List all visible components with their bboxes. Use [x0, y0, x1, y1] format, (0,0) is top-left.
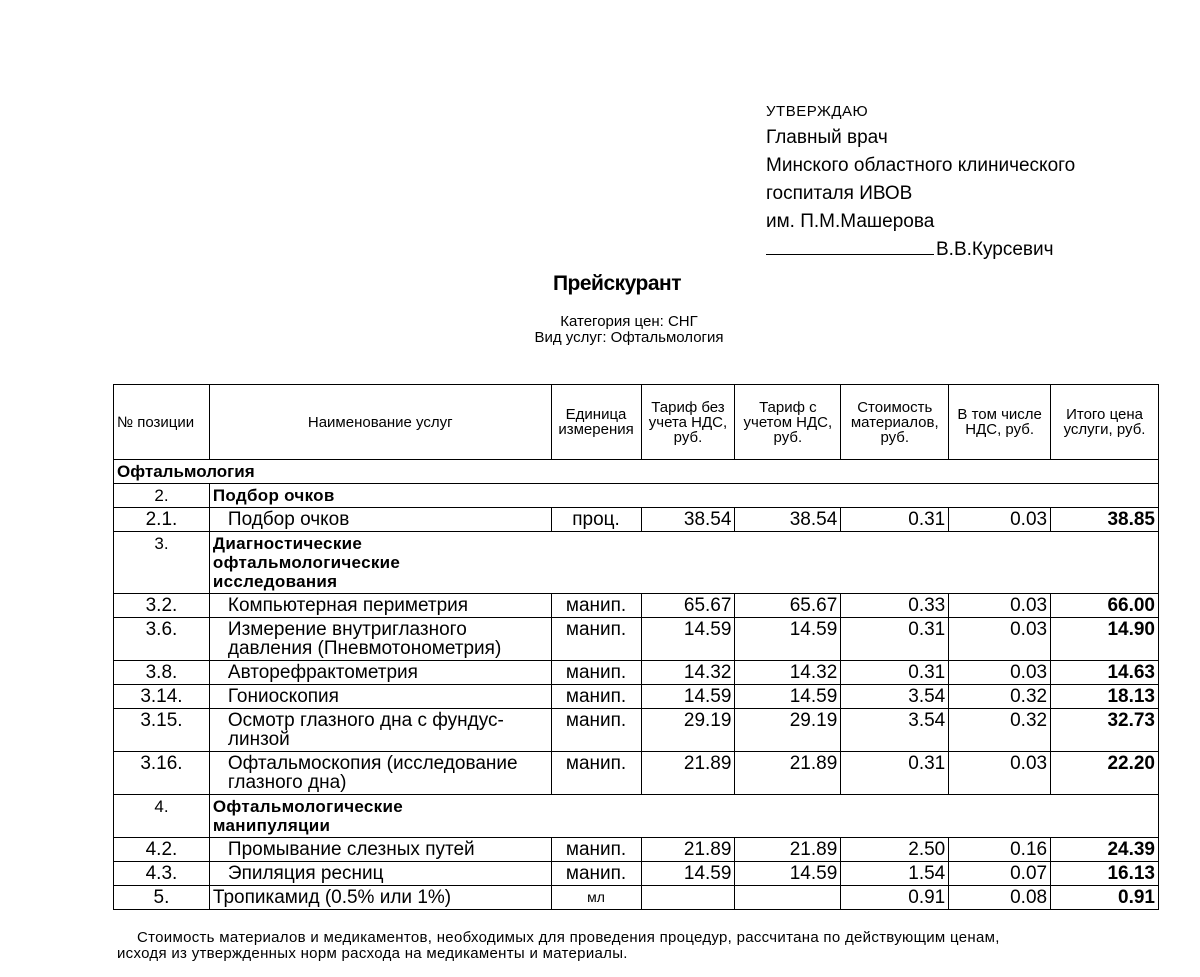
- section-name: [209, 795, 1158, 838]
- row-materials: 0.31: [841, 752, 949, 795]
- row-tariff-vat: 21.89: [735, 838, 841, 862]
- price-table: [113, 384, 1159, 910]
- row-pos: 3.14.: [114, 685, 210, 709]
- row-incl-vat: 0.32: [949, 709, 1051, 752]
- row-tariff-no-vat: 14.59: [641, 685, 735, 709]
- row-unit: манип.: [551, 594, 641, 618]
- row-pos: 4.2.: [114, 838, 210, 862]
- row-tariff-vat: 14.59: [735, 618, 841, 661]
- row-name: Промывание слезных путей: [209, 838, 551, 862]
- row-name: Эпиляция ресниц: [209, 862, 551, 886]
- row-pos: 3.8.: [114, 661, 210, 685]
- section-pos: 3.: [114, 532, 210, 594]
- row-materials: 1.54: [841, 862, 949, 886]
- header-unit: Единица измерения: [551, 385, 641, 460]
- row-unit: манип.: [551, 752, 641, 795]
- section-name-text: Офтальмологические манипуляции: [212, 797, 403, 835]
- row-materials: 0.31: [841, 508, 949, 532]
- row-incl-vat: 0.32: [949, 685, 1051, 709]
- row-tariff-vat: 14.59: [735, 862, 841, 886]
- service-row: [114, 594, 1159, 618]
- document-subtitle: [0, 314, 1200, 346]
- header-incl-vat: В том числе НДС, руб.: [949, 385, 1051, 460]
- row-tariff-vat: 21.89: [735, 752, 841, 795]
- row-tariff-vat: 14.59: [735, 685, 841, 709]
- service-row: [114, 862, 1159, 886]
- row-name: Измерение внутриглазного давления (Пневмотонометрия): [209, 618, 551, 661]
- row-incl-vat: 0.07: [949, 862, 1051, 886]
- row-tariff-no-vat: 29.19: [641, 709, 735, 752]
- header-materials: Стоимость материалов, руб.: [841, 385, 949, 460]
- row-tariff-vat: 14.32: [735, 661, 841, 685]
- row-total: 14.90: [1051, 618, 1159, 661]
- header-total: Итого цена услуги, руб.: [1051, 385, 1159, 460]
- signer-name: В.В.Курсевич: [936, 239, 1054, 260]
- section-name: [209, 484, 1158, 508]
- row-materials: 3.54: [841, 709, 949, 752]
- row-name: Авторефрактометрия: [209, 661, 551, 685]
- service-row: [114, 618, 1159, 661]
- row-tariff-no-vat: 14.59: [641, 618, 735, 661]
- approval-position: Главный врач: [766, 127, 888, 148]
- service-row: [114, 752, 1159, 795]
- table-header-row: [114, 385, 1159, 460]
- footnote-line-1: Стоимость материалов и медикаментов, необходимых для проведения процедур, рассчитана по действующим ценам,: [137, 929, 1000, 946]
- row-total: 66.00: [1051, 594, 1159, 618]
- footnote: [117, 930, 1000, 962]
- row-tariff-no-vat: 38.54: [641, 508, 735, 532]
- header-tariff-vat: Тариф с учетом НДС, руб.: [735, 385, 841, 460]
- row-incl-vat: 0.03: [949, 508, 1051, 532]
- row-incl-vat: 0.03: [949, 618, 1051, 661]
- row-pos: 5.: [114, 886, 210, 910]
- row-tariff-vat: 29.19: [735, 709, 841, 752]
- row-unit: проц.: [551, 508, 641, 532]
- service-row: [114, 709, 1159, 752]
- row-materials: 3.54: [841, 685, 949, 709]
- row-unit: манип.: [551, 838, 641, 862]
- drug-row: [114, 886, 1159, 910]
- row-unit: манип.: [551, 862, 641, 886]
- row-total: 22.20: [1051, 752, 1159, 795]
- approval-heading: УТВЕРЖДАЮ: [766, 103, 869, 120]
- row-name: Тропикамид (0.5% или 1%): [209, 886, 551, 910]
- row-incl-vat: 0.03: [949, 594, 1051, 618]
- row-tariff-vat: [735, 886, 841, 910]
- service-row: [114, 508, 1159, 532]
- row-materials: 0.33: [841, 594, 949, 618]
- service-type: Вид услуг: Офтальмология: [534, 329, 724, 346]
- row-incl-vat: 0.08: [949, 886, 1051, 910]
- section-pos: 2.: [114, 484, 210, 508]
- row-total: 32.73: [1051, 709, 1159, 752]
- footnote-line-2: исходя из утвержденных норм расхода на медикаменты и материалы.: [117, 945, 628, 962]
- service-row: [114, 685, 1159, 709]
- category-row: [114, 460, 1159, 484]
- row-tariff-no-vat: 21.89: [641, 752, 735, 795]
- service-row: [114, 661, 1159, 685]
- row-tariff-no-vat: [641, 886, 735, 910]
- section-row: [114, 795, 1159, 838]
- row-unit: мл: [551, 886, 641, 910]
- approval-org-line-2: госпиталя ИВОВ: [766, 183, 913, 204]
- category-label: Офтальмология: [114, 460, 1159, 484]
- row-name: Подбор очков: [209, 508, 551, 532]
- row-pos: 3.16.: [114, 752, 210, 795]
- row-total: 16.13: [1051, 862, 1159, 886]
- row-materials: 0.31: [841, 618, 949, 661]
- row-total: 38.85: [1051, 508, 1159, 532]
- row-tariff-no-vat: 14.32: [641, 661, 735, 685]
- row-total: 18.13: [1051, 685, 1159, 709]
- row-total: 14.63: [1051, 661, 1159, 685]
- row-unit: манип.: [551, 661, 641, 685]
- row-pos: 3.2.: [114, 594, 210, 618]
- row-name: Осмотр глазного дна с фундус-линзой: [209, 709, 551, 752]
- header-tariff-no-vat: Тариф без учета НДС, руб.: [641, 385, 735, 460]
- section-row: [114, 532, 1159, 594]
- price-category: Категория цен: СНГ: [560, 313, 698, 330]
- approval-org-line-1: Минского областного клинического: [766, 155, 1076, 176]
- row-pos: 2.1.: [114, 508, 210, 532]
- section-name: [209, 532, 1158, 594]
- row-pos: 3.6.: [114, 618, 210, 661]
- signature-line: [766, 237, 934, 255]
- row-tariff-vat: 65.67: [735, 594, 841, 618]
- row-tariff-no-vat: 14.59: [641, 862, 735, 886]
- row-pos: 4.3.: [114, 862, 210, 886]
- row-incl-vat: 0.03: [949, 661, 1051, 685]
- service-row: [114, 838, 1159, 862]
- header-name: Наименование услуг: [209, 385, 551, 460]
- row-tariff-no-vat: 65.67: [641, 594, 735, 618]
- row-materials: 0.31: [841, 661, 949, 685]
- approval-org-line-3: им. П.М.Машерова: [766, 211, 935, 232]
- row-tariff-no-vat: 21.89: [641, 838, 735, 862]
- header-pos: № позиции: [114, 385, 210, 460]
- row-incl-vat: 0.03: [949, 752, 1051, 795]
- row-total: 0.91: [1051, 886, 1159, 910]
- approval-block: [766, 100, 1075, 264]
- section-name-text: Диагностические офтальмологические исследования: [212, 534, 401, 591]
- row-name: Гониоскопия: [209, 685, 551, 709]
- row-incl-vat: 0.16: [949, 838, 1051, 862]
- section-name-text: Подбор очков: [212, 486, 335, 505]
- document-title: Прейскурант: [552, 272, 682, 295]
- row-unit: манип.: [551, 685, 641, 709]
- row-unit: манип.: [551, 618, 641, 661]
- row-pos: 3.15.: [114, 709, 210, 752]
- row-materials: 0.91: [841, 886, 949, 910]
- section-row: [114, 484, 1159, 508]
- row-unit: манип.: [551, 709, 641, 752]
- row-name: Компьютерная периметрия: [209, 594, 551, 618]
- approval-signature-row: [766, 236, 1075, 264]
- row-name: Офтальмоскопия (исследование глазного дна): [209, 752, 551, 795]
- row-total: 24.39: [1051, 838, 1159, 862]
- row-materials: 2.50: [841, 838, 949, 862]
- row-tariff-vat: 38.54: [735, 508, 841, 532]
- section-pos: 4.: [114, 795, 210, 838]
